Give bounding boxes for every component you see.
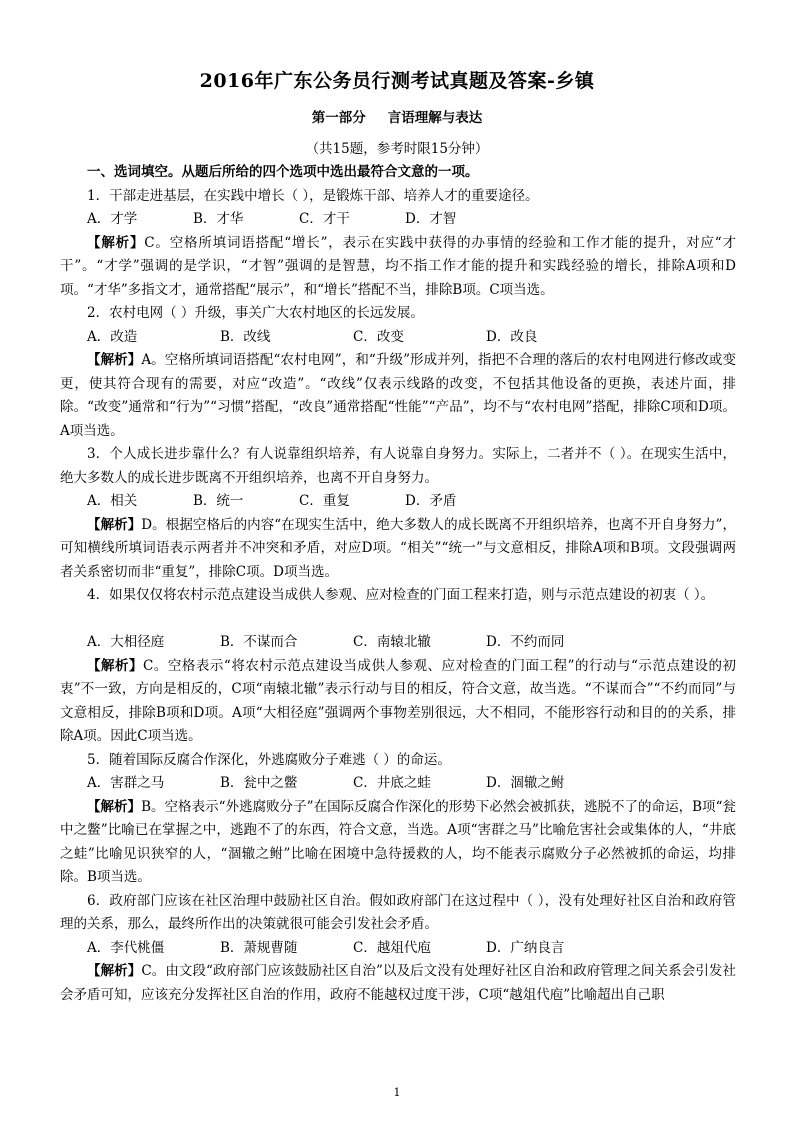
option-a: A．改造 bbox=[87, 328, 138, 345]
analysis-text: B。空格表示“外逃腐败分子”在国际反腐合作深化的形势下必然会被抓获，逃脱不了的命运，B项“瓮中之鳖”比喻已在掌握之中，逃跑不了的东西，符合文意，当选。A项“害群之马”比喻危害社会或集体的人，“井底之蛙”比喻见识狭窄的人，“涸辙之鲋”比喻在困境中急待援救的人，均不能表示腐败分子必然被抓的命运，均排除。B项当选。 bbox=[60, 798, 736, 885]
option-a: A．大相径庭 bbox=[87, 634, 165, 650]
question-stem: 4．如果仅仅将农村示范点建设当成供人参观、应对检查的门面工程来打造，则与示范点建设的初衷（ ）。 bbox=[87, 587, 715, 603]
option-b: B．才华 bbox=[193, 211, 244, 227]
option-c: C．重复 bbox=[299, 493, 350, 509]
option-a: A．才学 bbox=[87, 211, 138, 227]
time-note: （共15题，参考时限15分钟） bbox=[305, 141, 489, 157]
blank-line bbox=[60, 608, 736, 632]
question-options bbox=[60, 631, 736, 655]
option-d: D．不约而同 bbox=[486, 634, 565, 650]
part-heading bbox=[0, 106, 794, 126]
option-a: A．李代桃僵 bbox=[87, 939, 165, 956]
question-stem: 3．个人成长进步靠什么？有人说靠组织培养，有人说靠自身努力。实际上，二者并不（ ）。在现实生活中，绝大多数人的成长进步既离不开组织培养，也离不开自身努力。 bbox=[60, 446, 736, 486]
answer-analysis bbox=[60, 655, 736, 749]
analysis-text: C。由文段“政府部门应该鼓励社区自治”以及后文没有处理好社区自治和政府管理之间关系会引发社会矛盾可知，应该充分发挥社区自治的作用，政府不能越权过度干涉，C项“越俎代庖”比喻超出自己职 bbox=[60, 963, 736, 1003]
question-options bbox=[60, 490, 736, 514]
answer-analysis bbox=[60, 796, 736, 890]
option-c: C．才干 bbox=[299, 211, 350, 227]
part-label: 第一部分 bbox=[311, 110, 366, 126]
part-name: 言语理解与表达 bbox=[387, 110, 483, 126]
analysis-text: D。根据空格后的内容“在现实生活中，绝大多数人的成长既离不开组织培养，也离不开自身努力”，可知横线所填词语表示两者并不冲突和矛盾，对应D项。“相关”“统一”与文意相反，排除A项和B项。文段强调两者关系密切而非“重复”，排除C项。D项当选。 bbox=[60, 516, 736, 580]
option-b: B．统一 bbox=[193, 493, 244, 509]
question-stem: 5．随着国际反腐合作深化，外逃腐败分子难逃（ ）的命运。 bbox=[87, 751, 451, 768]
option-b: B．瓮中之鳖 bbox=[220, 775, 298, 791]
option-c: C．井底之蛙 bbox=[353, 775, 431, 791]
analysis-text: C。空格所填词语搭配“增长”，表示在实践中获得的办事情的经验和工作才能的提升，对应“才干”。“才学”强调的是学识，“才智”强调的是智慧，均不指工作才能的提升和实践经验的增长，排除A项和D项。“才华”多指文才，通常搭配“展示”，和“增长”搭配不当，排除B项。C项当选。 bbox=[60, 234, 736, 298]
analysis-text: A。空格所填词语搭配“农村电网”，和“升级”形成并列，指把不合理的落后的农村电网进行修改或变更，使其符合现有的需要，对应“改造”。“改线”仅表示线路的改变，不包括其他设备的更换，表述片面，排除。“改变”通常和“行为”“习惯”搭配，“改良”通常搭配“性能”“产品”，均不与“农村电网”搭配，排除C项和D项。A项当选。 bbox=[60, 352, 737, 439]
analysis-text: C。空格表示“将农村示范点建设当成供人参观、应对检查的门面工程”的行动与“示范点建设的初衷”不一致，方向是相反的，C项“南辕北辙”表示行动与目的相反，符合文意，故当选。“不谋而合”“不约而同”与文意相反，排除B项和D项。A项“大相径庭”强调两个事物差别很远，大不相同，不能形容行动和目的的关系，排除A项。因此C项当选。 bbox=[60, 657, 736, 744]
option-a: A．相关 bbox=[87, 493, 138, 509]
option-d: D．改良 bbox=[486, 328, 538, 345]
analysis-label: 【解析】 bbox=[87, 657, 144, 674]
question-stem: 1．干部走进基层，在实践中增长（ ），是锻炼干部、培养人才的重要途径。 bbox=[87, 187, 539, 204]
page-number: 1 bbox=[393, 1086, 401, 1099]
option-c: C．南辕北辙 bbox=[353, 634, 431, 650]
option-b: B．萧规曹随 bbox=[220, 939, 298, 956]
question-options bbox=[60, 937, 736, 961]
option-d: D．涸辙之鲋 bbox=[486, 775, 565, 791]
option-b: B．改线 bbox=[220, 328, 271, 345]
analysis-label: 【解析】 bbox=[87, 963, 142, 979]
option-d: D．矛盾 bbox=[405, 493, 457, 509]
section-heading: 一、选词填空。从题后所给的四个选项中选出最符合文意的一项。 bbox=[87, 164, 479, 180]
option-c: C．改变 bbox=[353, 328, 404, 345]
answer-analysis bbox=[60, 232, 736, 303]
analysis-label: 【解析】 bbox=[87, 798, 142, 815]
option-c: C．越俎代庖 bbox=[353, 939, 431, 956]
answer-analysis bbox=[60, 349, 736, 443]
document-title: 2016年广东公务员行测考试真题及答案-乡镇 bbox=[199, 70, 595, 92]
question-options bbox=[60, 326, 736, 350]
question-stem: 2．农村电网（ ）升级，事关广大农村地区的长远发展。 bbox=[87, 305, 424, 321]
question-options bbox=[60, 208, 736, 232]
document-body bbox=[60, 161, 736, 1007]
option-b: B．不谋而合 bbox=[220, 634, 298, 650]
analysis-label: 【解析】 bbox=[87, 516, 142, 533]
option-a: A．害群之马 bbox=[87, 775, 165, 791]
question-stem: 6．政府部门应该在社区治理中鼓励社区自治。假如政府部门在这过程中（ ），没有处理好社区自治和政府管理的关系，那么，最终所作出的决策就很可能会引发社会矛盾。 bbox=[60, 892, 736, 932]
question-options bbox=[60, 772, 736, 796]
answer-analysis bbox=[60, 960, 736, 1007]
analysis-label: 【解析】 bbox=[87, 234, 145, 251]
answer-analysis bbox=[60, 514, 736, 585]
option-d: D．广纳良言 bbox=[486, 939, 565, 956]
option-d: D．才智 bbox=[405, 211, 457, 227]
analysis-label: 【解析】 bbox=[87, 352, 142, 368]
